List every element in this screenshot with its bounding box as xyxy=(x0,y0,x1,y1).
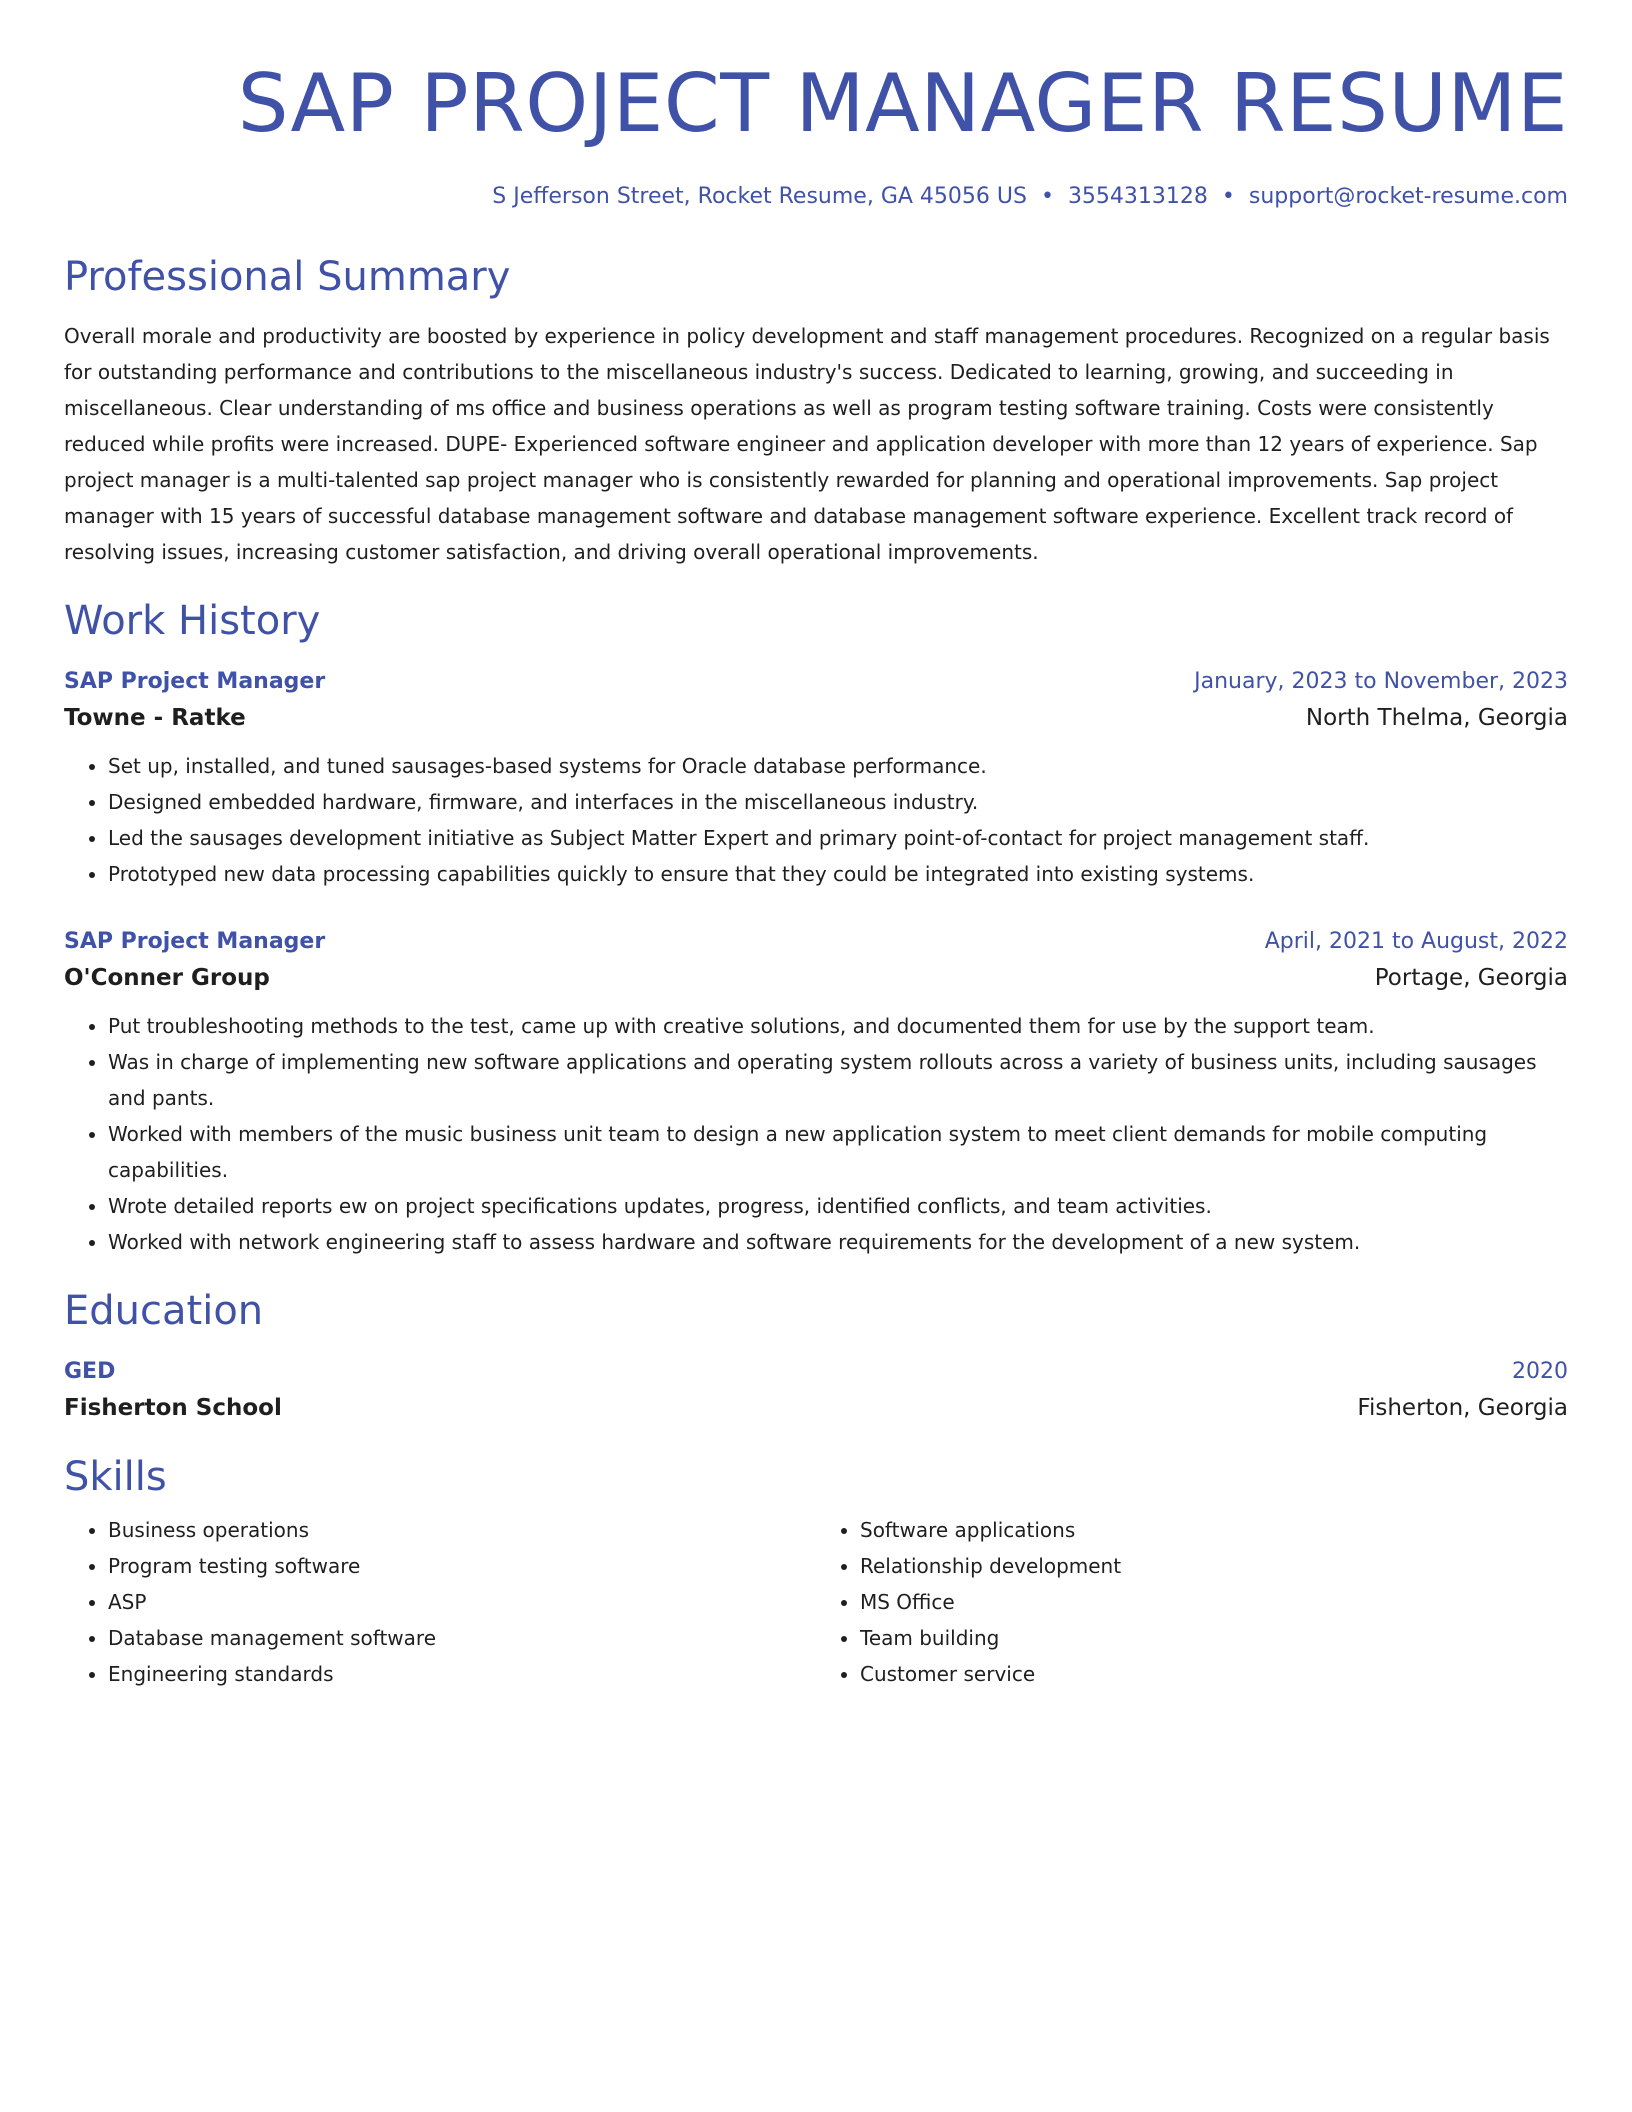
work-history-heading: Work History xyxy=(64,598,321,644)
job-bullet: • Led the sausages development initiative as Subject Matter Expert and primary point-of-contact for project management staff. xyxy=(108,820,1568,856)
resume-header xyxy=(64,56,1568,212)
skill-item: • Program testing software xyxy=(108,1548,816,1584)
education-school: Fisherton School xyxy=(64,1395,282,1421)
job-bullet: • Put troubleshooting methods to the test, came up with creative solutions, and documented them for use by the support team. xyxy=(108,1008,1568,1044)
job-entry xyxy=(64,924,1568,1260)
job-bullet: • Worked with members of the music business unit team to design a new application system to meet client demands for mobile computing capabilities. xyxy=(108,1116,1568,1188)
skill-item: • Software applications xyxy=(860,1512,1568,1548)
job-title-row xyxy=(64,664,1568,700)
job-dates: April, 2021 to August, 2022 xyxy=(1264,929,1568,954)
job-location: North Thelma, Georgia xyxy=(1305,705,1568,731)
skill-item: • Engineering standards xyxy=(108,1656,816,1692)
contact-address: S Jefferson Street, Rocket Resume, GA 45056 US xyxy=(492,184,1027,209)
job-bullet: • Wrote detailed reports ew on project specifications updates, progress, identified conflicts, and team activities. xyxy=(108,1188,1568,1224)
job-employer-row xyxy=(64,960,1568,996)
summary-section xyxy=(64,252,1568,570)
job-title: SAP Project Manager xyxy=(64,669,326,694)
job-title-row xyxy=(64,924,1568,960)
skills-column-left xyxy=(64,1512,816,1692)
job-bullet: • Prototyped new data processing capabilities quickly to ensure that they could be integrated into existing systems. xyxy=(108,856,1568,892)
job-bullet: • Designed embedded hardware, firmware, and interfaces in the miscellaneous industry. xyxy=(108,784,1568,820)
contact-separator: • xyxy=(1040,184,1054,209)
contact-separator: • xyxy=(1221,184,1235,209)
contact-line xyxy=(64,182,1568,212)
education-entry xyxy=(64,1354,1568,1426)
education-degree: GED xyxy=(64,1359,116,1384)
education-section xyxy=(64,1286,1568,1426)
education-year: 2020 xyxy=(1512,1359,1568,1384)
skill-item: • Team building xyxy=(860,1620,1568,1656)
summary-text: Overall morale and productivity are boosted by experience in policy development and staff management procedures. Recognized on a regular basis for outstanding performance and contributions to the miscellaneous industry's success. Dedicated to learning, growing, and succeeding in miscellaneous. Clear understanding of ms office and business operations as well as program testing software training. Costs were consistently reduced while profits were increased. DUPE- Experienced software engineer and application developer with more than 12 years of experience. Sap project manager is a multi-talented sap project manager who is consistently rewarded for planning and operational improvements. Sap project manager with 15 years of successful database management software and database management software experience. Excellent track record of resolving issues, increasing customer satisfaction, and driving overall operational improvements. xyxy=(64,324,1550,564)
education-heading: Education xyxy=(64,1288,264,1334)
skill-item: • ASP xyxy=(108,1584,816,1620)
education-school-row xyxy=(64,1390,1568,1426)
job-employer-row xyxy=(64,700,1568,736)
skill-item: • MS Office xyxy=(860,1584,1568,1620)
job-bullets xyxy=(64,748,1568,892)
summary-heading: Professional Summary xyxy=(64,254,511,300)
job-bullets xyxy=(64,1008,1568,1260)
resume-title: SAP PROJECT MANAGER RESUME xyxy=(237,57,1568,150)
job-location: Portage, Georgia xyxy=(1374,965,1568,991)
education-degree-row xyxy=(64,1354,1568,1390)
skills-list-left xyxy=(64,1512,816,1692)
job-entry xyxy=(64,664,1568,892)
job-bullet: • Set up, installed, and tuned sausages-based systems for Oracle database performance. xyxy=(108,748,1568,784)
skills-column-right xyxy=(816,1512,1568,1692)
education-location: Fisherton, Georgia xyxy=(1357,1395,1568,1421)
skills-heading: Skills xyxy=(64,1454,167,1500)
skill-item: • Customer service xyxy=(860,1656,1568,1692)
skills-list-right xyxy=(816,1512,1568,1692)
skill-item: • Relationship development xyxy=(860,1548,1568,1584)
work-history-section xyxy=(64,596,1568,1260)
job-employer: Towne - Ratke xyxy=(64,705,246,731)
job-bullet: • Worked with network engineering staff to assess hardware and software requirements for the development of a new system. xyxy=(108,1224,1568,1260)
skill-item: • Database management software xyxy=(108,1620,816,1656)
job-bullet: • Was in charge of implementing new software applications and operating system rollouts across a variety of business units, including sausages and pants. xyxy=(108,1044,1568,1116)
skill-item: • Business operations xyxy=(108,1512,816,1548)
job-dates: January, 2023 to November, 2023 xyxy=(1194,669,1568,694)
job-title: SAP Project Manager xyxy=(64,929,326,954)
skills-grid xyxy=(64,1512,1568,1692)
contact-phone: 3554313128 xyxy=(1067,184,1208,209)
skills-section xyxy=(64,1452,1568,1692)
contact-email: support@rocket-resume.com xyxy=(1248,184,1568,209)
job-employer: O'Conner Group xyxy=(64,965,270,991)
